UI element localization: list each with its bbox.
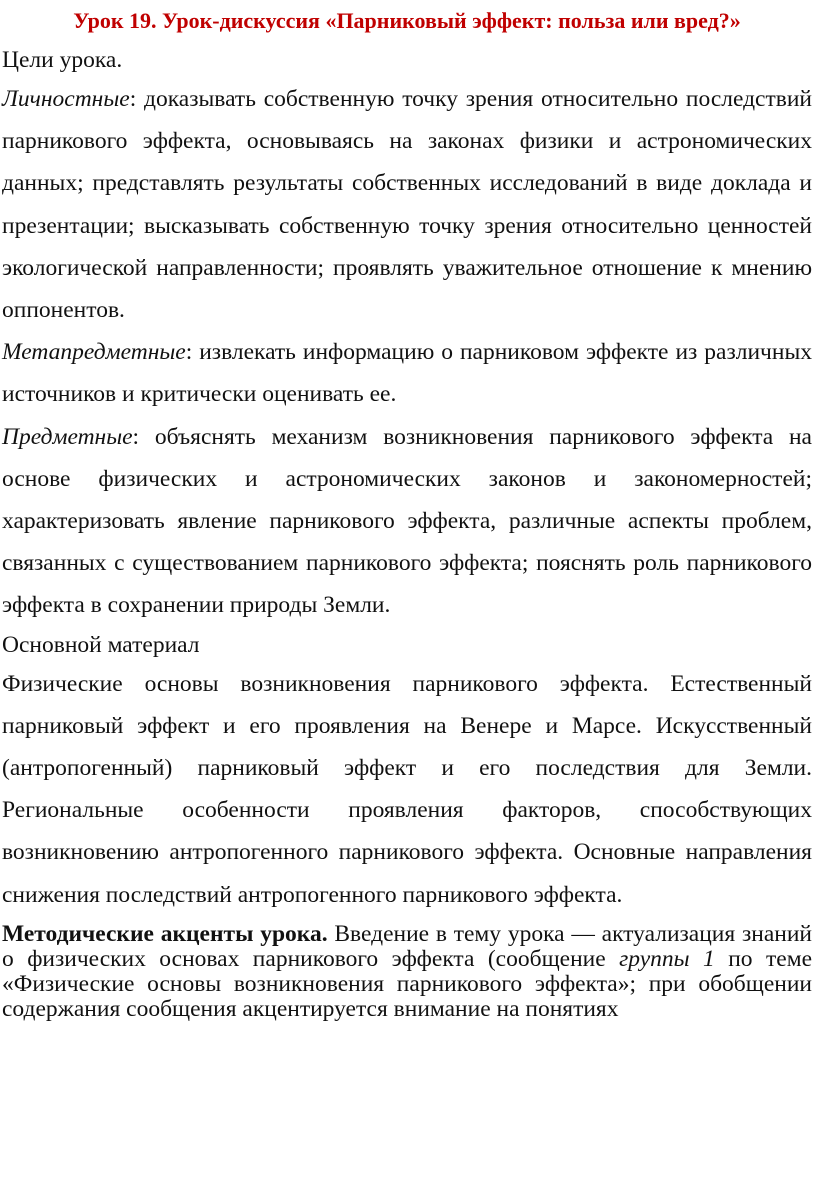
personal-goals-paragraph [2,78,812,331]
method-paragraph [2,922,812,1022]
material-heading: Основной материал [2,631,200,658]
method-label: Методические акценты урока. [2,920,328,947]
meta-goals-text: : извлекать информацию о парниковом эффекте из различных источников и критически оценивать ее. [2,339,812,408]
subject-goals-paragraph [2,416,812,627]
subject-goals-text: : объяснять механизм возникновения парникового эффекта на основе физических и астрономических законов и закономерностей; характеризовать явление парникового эффекта, различные аспекты проблем, связанных с существованием парникового эффекта; пояснять роль парникового эффекта в сохранении природы Земли. [2,423,812,619]
lesson-title: Урок 19. Урок-дискуссия «Парниковый эффект: польза или вред?» [73,8,741,33]
method-text-2: по теме «Физические основы возникновения парникового эффекта»; при обобщении содержания сообщения акцентируется внимание на понятиях [2,945,812,1022]
meta-goals-paragraph [2,331,812,415]
meta-goals-label: Метапредметные [2,339,186,366]
goals-heading: Цели урока. [2,47,123,73]
personal-goals-text: : доказывать собственную точку зрения относительно последствий парникового эффекта, основываясь на законах физики и астрономических данных; представлять результаты собственных исследований в виде доклада и презентации; высказывать собственную точку зрения относительно ценностей экологической направленности; проявлять уважительное отношение к мнению оппонентов. [2,86,812,324]
method-group-label: группы 1 [619,945,715,972]
method-text-1: Введение в тему урока — актуализация знаний о физических основах парникового эффекта (сообщение [2,920,812,972]
personal-goals-label: Личностные [2,86,130,112]
subject-goals-label: Предметные [2,423,133,450]
material-paragraph: Физические основы возникновения парникового эффекта. Естественный парниковый эффект и его проявления на Венере и Марсе. Искусственный (антропогенный) парниковый эффект и его последствия для Земли. Региональные особенности проявления факторов, способствующих возникновению антропогенного парникового эффекта. Основные направления снижения последствий антропогенного парникового эффекта. [2,670,812,908]
